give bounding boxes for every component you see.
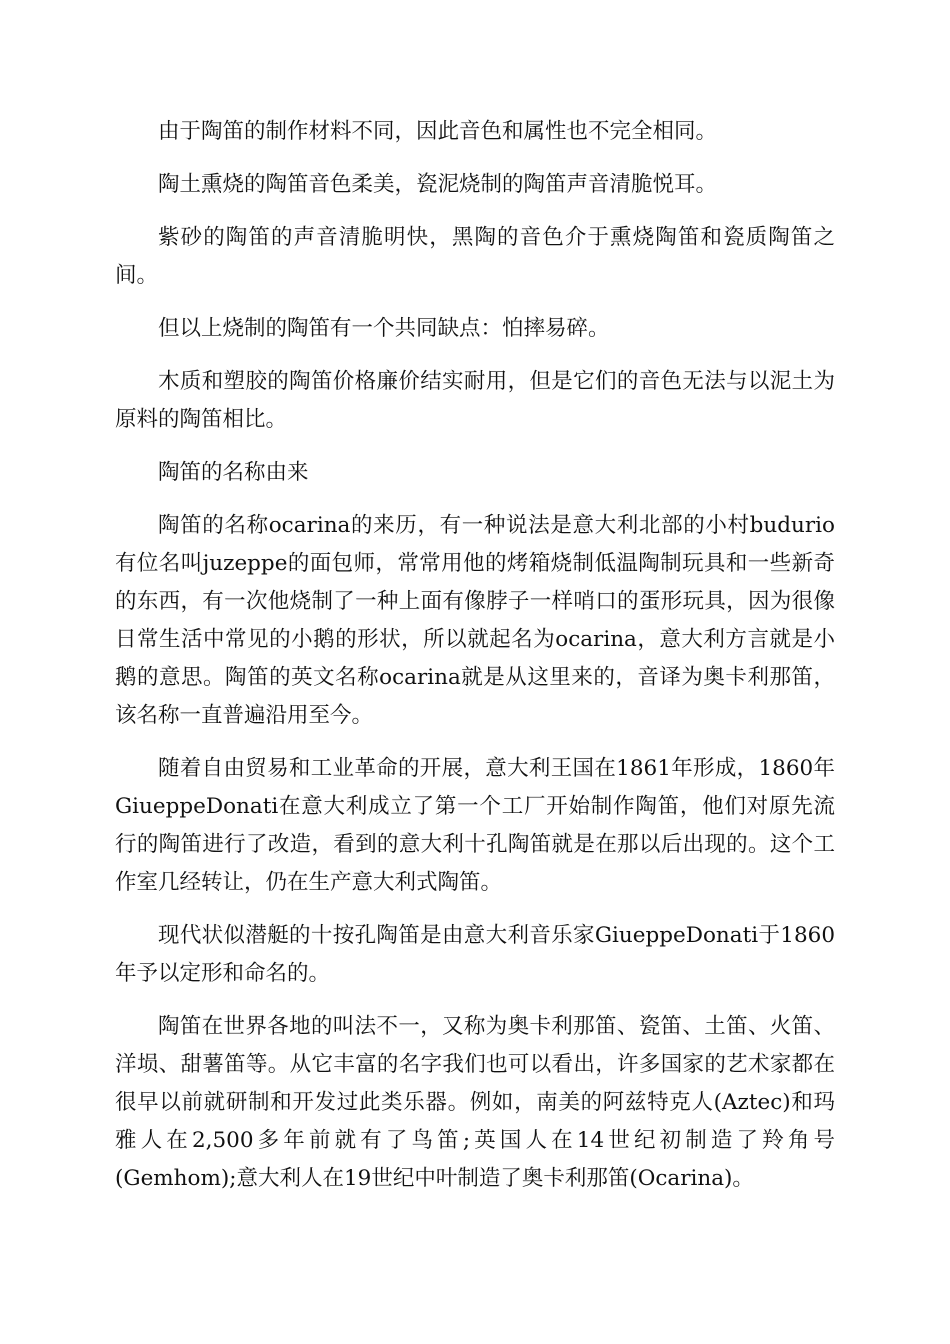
paragraph: 陶笛的名称ocarina的来历，有一种说法是意大利北部的小村budurio有位名叫juzeppe的面包师，常常用他的烤箱烧制低温陶制玩具和一些新奇的东西，有一次他烧制了一种上面有像脖子一样哨口的蛋形玩具，因为很像日常生活中常见的小鹅的形状，所以就起名为ocarina，意大利方言就是小鹅的意思。陶笛的英文名称ocarina就是从这里来的，音译为奥卡利那笛，该名称一直普遍沿用至今。 bbox=[115, 513, 835, 728]
paragraph: 但以上烧制的陶笛有一个共同缺点：怕摔易碎。 bbox=[158, 316, 610, 341]
paragraph: 陶笛在世界各地的叫法不一，又称为奥卡利那笛、瓷笛、土笛、火笛、洋埙、甜薯笛等。从它丰富的名字我们也可以看出，许多国家的艺术家都在很早以前就研制和开发过此类乐器。例如，南美的阿兹特克人(Aztec)和玛雅人在2,500多年前就有了鸟笛;英国人在14世纪初制造了羚角号(Gemhom);意大利人在19世纪中叶制造了奥卡利那笛(Ocarina)。 bbox=[115, 1014, 835, 1191]
paragraph: 木质和塑胶的陶笛价格廉价结实耐用，但是它们的音色无法与以泥土为原料的陶笛相比。 bbox=[115, 369, 835, 432]
paragraph: 随着自由贸易和工业革命的开展，意大利王国在1861年形成，1860年GiueppeDonati在意大利成立了第一个工厂开始制作陶笛，他们对原先流行的陶笛进行了改造，看到的意大利十孔陶笛就是在那以后出现的。这个工作室几经转让，仍在生产意大利式陶笛。 bbox=[115, 756, 835, 895]
section-heading: 陶笛的名称由来 bbox=[158, 460, 309, 485]
paragraph: 紫砂的陶笛的声音清脆明快，黑陶的音色介于熏烧陶笛和瓷质陶笛之间。 bbox=[115, 225, 835, 288]
paragraph: 现代状似潜艇的十按孔陶笛是由意大利音乐家GiueppeDonati于1860年予以定形和命名的。 bbox=[115, 923, 835, 986]
paragraph: 陶土熏烧的陶笛音色柔美，瓷泥烧制的陶笛声音清脆悦耳。 bbox=[158, 172, 718, 197]
paragraph: 由于陶笛的制作材料不同，因此音色和属性也不完全相同。 bbox=[158, 119, 718, 144]
